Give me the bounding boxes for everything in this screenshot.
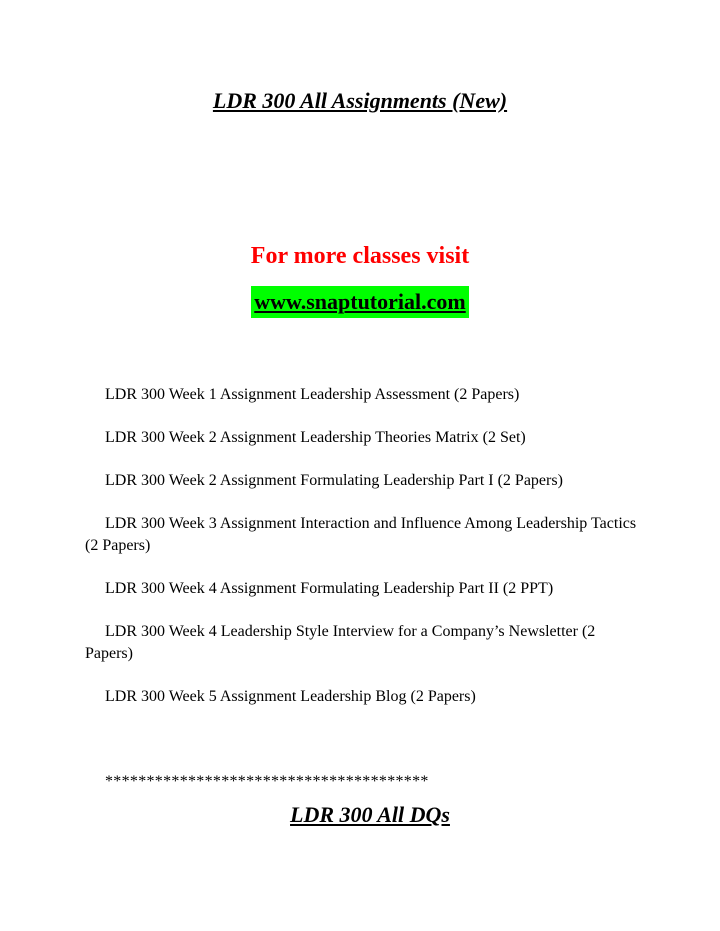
list-item: LDR 300 Week 3 Assignment Interaction and Influence Among Leadership Tactics (2 Papers) (85, 515, 637, 554)
document-title: LDR 300 All Assignments (New) (212, 88, 508, 113)
list-item: LDR 300 Week 2 Assignment Formulating Leadership Part I (2 Papers) (105, 472, 563, 489)
list-item: LDR 300 Week 4 Assignment Formulating Leadership Part II (2 PPT) (105, 580, 554, 597)
list-item: LDR 300 Week 4 Leadership Style Interview for a Company’s Newsletter (2 Papers) (85, 623, 596, 662)
list-item: LDR 300 Week 2 Assignment Leadership Theories Matrix (2 Set) (105, 429, 526, 446)
visit-text: For more classes visit (250, 243, 470, 269)
list-item: LDR 300 Week 1 Assignment Leadership Assessment (2 Papers) (105, 386, 520, 403)
url-container (0, 286, 720, 318)
section-title: LDR 300 All DQs (290, 802, 450, 827)
assignment-list (85, 384, 645, 729)
list-item: LDR 300 Week 5 Assignment Leadership Blog (2 Papers) (105, 688, 476, 705)
separator-line: *************************************** (105, 773, 429, 790)
website-link[interactable]: www.snaptutorial.com (251, 286, 468, 318)
